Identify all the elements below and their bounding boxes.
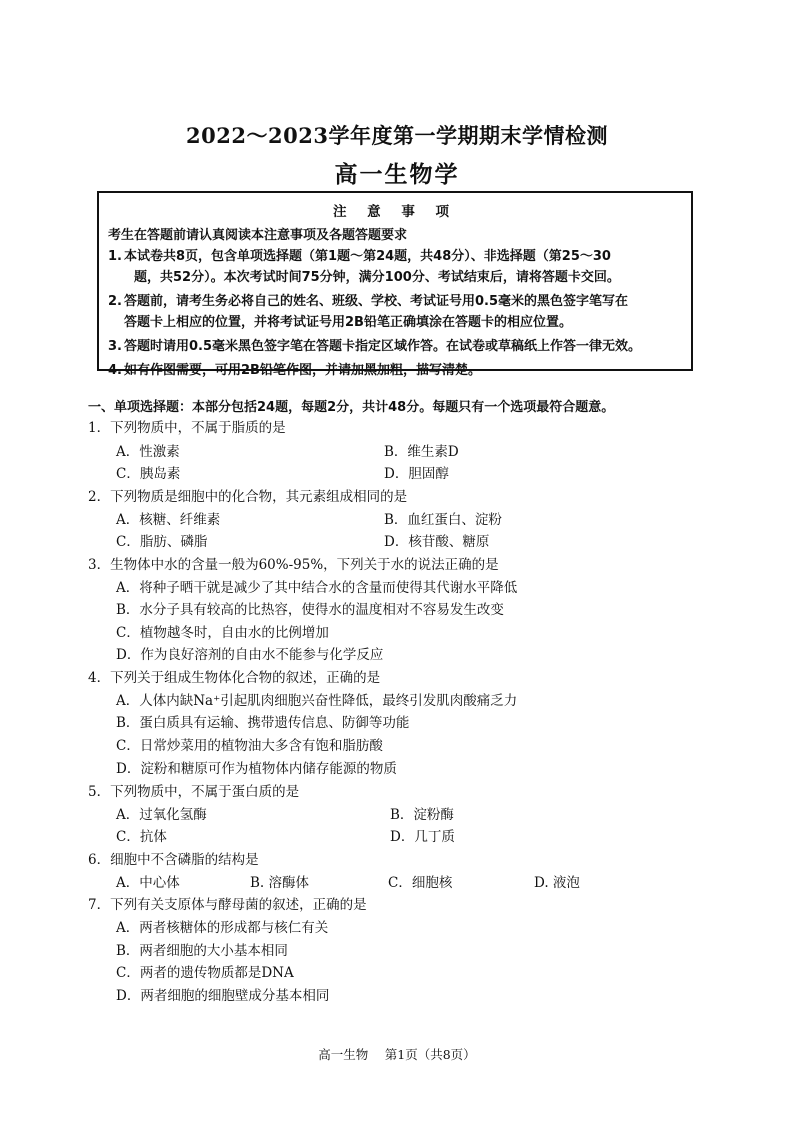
notice-heading: 注 意 事 项 bbox=[332, 204, 458, 220]
question-stem: 2．下列物质是细胞中的化合物，其元素组成相同的是 bbox=[88, 489, 408, 505]
notice-item-number: 4. bbox=[108, 363, 122, 378]
option-d: D．两者细胞的细胞壁成分基本相同 bbox=[116, 988, 330, 1004]
option-a: A．将种子晒干就是减少了其中结合水的含量而使得其代谢水平降低 bbox=[116, 580, 518, 596]
option-d: D．淀粉和糖原可作为植物体内储存能源的物质 bbox=[116, 761, 397, 777]
question-stem: 7．下列有关支原体与酵母菌的叙述，正确的是 bbox=[88, 897, 367, 913]
notice-item-line: 题，共52分）。本次考试时间75分钟，满分100分、考试结束后，请将答题卡交回。 bbox=[134, 270, 620, 285]
notice-item-number: 2. bbox=[108, 294, 122, 309]
notice-item-line: 答题前，请考生务必将自己的姓名、班级、学校、考试证号用0.5毫米的黑色签字笔写在 bbox=[124, 294, 629, 309]
option-a: A．中心体 bbox=[116, 875, 180, 891]
option-c: C．胰岛素 bbox=[116, 466, 181, 482]
option-c: C．两者的遗传物质都是DNA bbox=[116, 965, 294, 981]
notice-item-line: 如有作图需要，可用2B铅笔作图，并请加黑加粗，描写清楚。 bbox=[124, 363, 481, 378]
notice-item-line: 本试卷共8页，包含单项选择题（第1题～第24题，共48分）、非选择题（第25～30 bbox=[124, 249, 611, 264]
question-stem: 6．细胞中不含磷脂的结构是 bbox=[88, 852, 259, 868]
option-b: B．淀粉酶 bbox=[390, 807, 454, 823]
question-stem: 1．下列物质中，不属于脂质的是 bbox=[88, 420, 286, 436]
notice-item-line: 答题时请用0.5毫米黑色签字笔在答题卡指定区域作答。在试卷或草稿纸上作答一律无效。 bbox=[124, 339, 642, 354]
option-c: C．脂肪、磷脂 bbox=[116, 534, 208, 550]
notice-box bbox=[97, 191, 693, 378]
option-b: B．血红蛋白、淀粉 bbox=[384, 512, 502, 528]
question-stem: 3．生物体中水的含量一般为60%-95%，下列关于水的说法正确的是 bbox=[88, 557, 499, 573]
option-b: B．维生素D bbox=[384, 444, 459, 460]
section-heading: 一、单项选择题：本部分包括24题，每题2分，共计48分。每题只有一个选项最符合题意。 bbox=[88, 400, 615, 415]
notice-item bbox=[108, 336, 691, 357]
option-d: D．核苷酸、糖原 bbox=[384, 534, 490, 550]
option-b: B．水分子具有较高的比热容，使得水的温度相对不容易发生改变 bbox=[116, 602, 504, 618]
question-stem: 5．下列物质中，不属于蛋白质的是 bbox=[88, 784, 300, 800]
question-stem: 4．下列关于组成生物体化合物的叙述，正确的是 bbox=[88, 670, 381, 686]
notice-item-number: 3. bbox=[108, 339, 122, 354]
option-c: C．细胞核 bbox=[388, 875, 453, 891]
option-a: A．核糖、纤维素 bbox=[116, 512, 221, 528]
option-d: D．作为良好溶剂的自由水不能参与化学反应 bbox=[116, 647, 384, 663]
page-footer: 高一生物 第1页（共8页） bbox=[318, 1047, 476, 1062]
page-subtitle: 高一生物学 bbox=[334, 161, 460, 188]
option-b: B．蛋白质具有运输、携带遗传信息、防御等功能 bbox=[116, 715, 410, 731]
option-a: A．两者核糖体的形成都与核仁有关 bbox=[116, 920, 329, 936]
page-title: 2022～2023学年度第一学期期末学情检测 bbox=[186, 123, 608, 148]
option-d: D．胆固醇 bbox=[384, 466, 449, 482]
option-c: C．日常炒菜用的植物油大多含有饱和脂肪酸 bbox=[116, 738, 383, 754]
notice-item-line: 答题卡上相应的位置，并将考试证号用2B铅笔正确填涂在答题卡的相应位置。 bbox=[124, 315, 572, 330]
notice-item bbox=[108, 291, 691, 333]
notice-item bbox=[108, 246, 691, 288]
notice-item-number: 1. bbox=[108, 249, 122, 264]
option-d: D. 液泡 bbox=[534, 875, 580, 891]
option-b: B．两者细胞的大小基本相同 bbox=[116, 943, 288, 959]
option-a: A．人体内缺Na⁺引起肌肉细胞兴奋性降低，最终引发肌肉酸痛乏力 bbox=[116, 693, 518, 709]
option-a: A．性激素 bbox=[116, 444, 180, 460]
option-a: A．过氧化氢酶 bbox=[116, 807, 207, 823]
notice-item bbox=[108, 360, 691, 381]
option-b: B. 溶酶体 bbox=[250, 875, 310, 891]
notice-intro: 考生在答题前请认真阅读本注意事项及各题答题要求 bbox=[108, 228, 408, 243]
option-c: C．植物越冬时，自由水的比例增加 bbox=[116, 625, 329, 641]
option-c: C．抗体 bbox=[116, 829, 167, 845]
option-d: D．几丁质 bbox=[390, 829, 455, 845]
